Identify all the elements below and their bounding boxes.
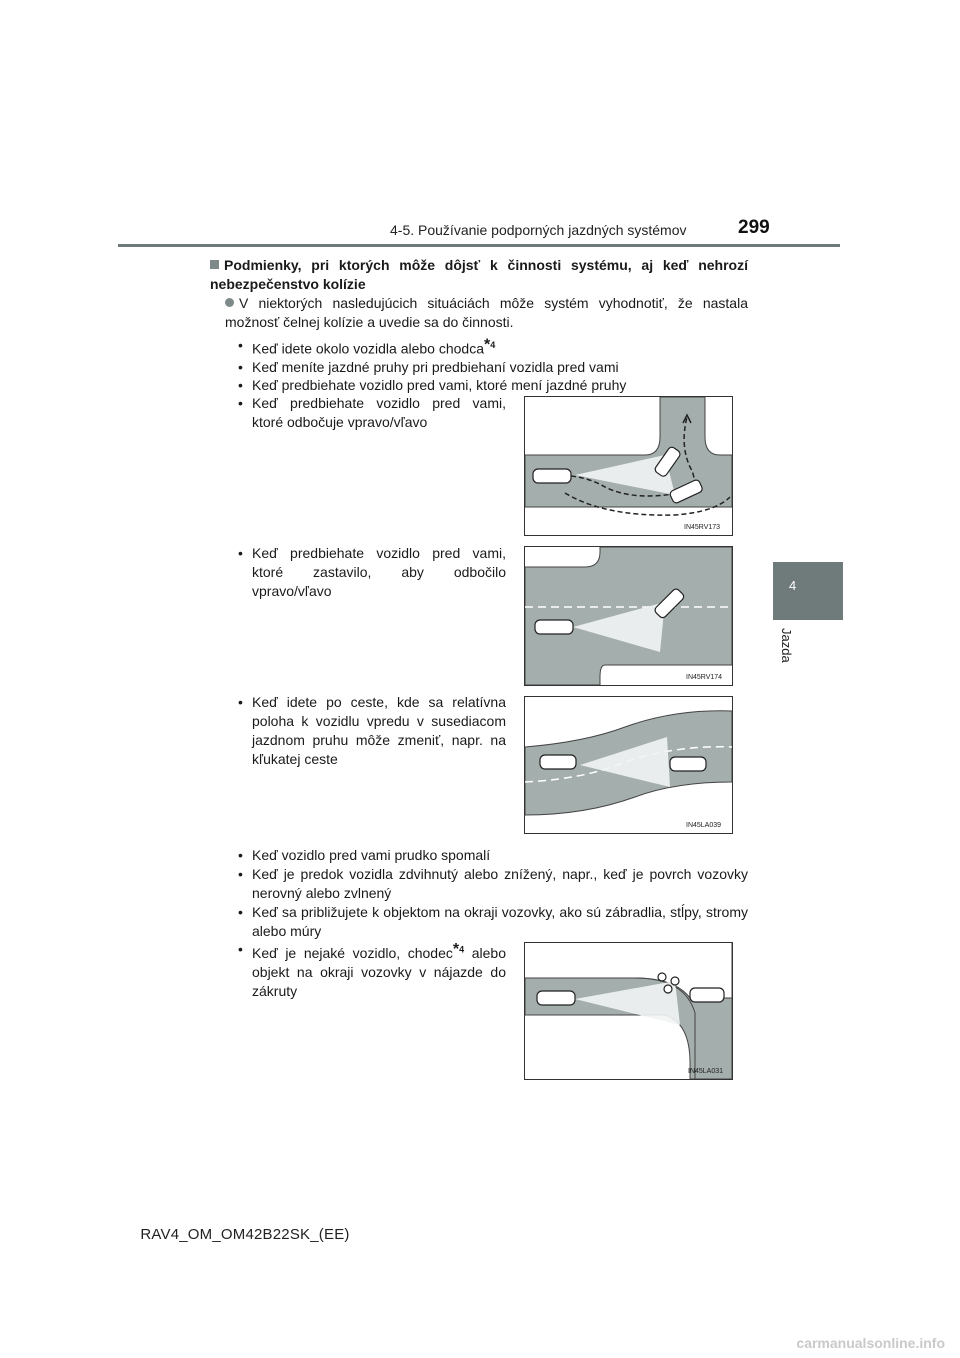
- chapter-tab: [773, 562, 843, 620]
- figure-3-illustration: [525, 697, 732, 833]
- figure-1-illustration: [525, 397, 732, 535]
- square-bullet-icon: [210, 260, 219, 269]
- figure-2-illustration: [525, 547, 732, 685]
- section-title: 4-5. Používanie podporných jazdných systémov: [390, 222, 687, 238]
- intro-text: V niektorých nasledujúcich situáciách môže systém vyhodnotiť, že nastala možnosť čelnej kolízie a uvedie sa do činnosti.: [225, 295, 748, 330]
- list-item: • Keď je predok vozidla zdvihnutý alebo znížený, napr., keď je povrch vozovky nerovný alebo zvlnený: [238, 865, 748, 903]
- figure-2: [524, 546, 733, 686]
- list-item: • Keď meníte jazdné pruhy pri predbiehaní vozidla pred vami: [238, 358, 748, 376]
- footnote-star: *: [452, 941, 460, 958]
- figure-2-caption: • Keď predbiehate vozidlo pred vami, ktoré zastavilo, aby odbočilo vpravo/vľavo: [238, 544, 506, 601]
- bullet-list-mid: [238, 846, 748, 941]
- watermark: carmanualsonline.info: [796, 1335, 945, 1351]
- figure-3-code: IN45LA039: [686, 822, 722, 829]
- section-heading: [210, 256, 748, 294]
- figure-3: [524, 696, 733, 834]
- chapter-label-text: Jazda: [779, 628, 794, 663]
- heading-text: Podmienky, pri ktorých môže dôjsť k činnosti systému, aj keď nehrozí nebezpečenstvo kolízie: [210, 257, 748, 292]
- footnote-star: *: [483, 336, 491, 354]
- figure-2-code: IN45RV174: [686, 674, 723, 681]
- figure-1-caption: • Keď predbiehate vozidlo pred vami, ktoré odbočuje vpravo/vľavo: [238, 394, 506, 432]
- figure-4-illustration: [525, 943, 732, 1079]
- figure-4: [524, 942, 733, 1080]
- header-rule: [118, 244, 840, 247]
- circle-bullet-icon: [225, 298, 234, 307]
- figure-3-caption: • Keď idete po ceste, kde sa relatívna poloha k vozidlu vpredu v susediacom jazdnom pruhu môže zmeniť, napr. na kľukatej ceste: [238, 693, 506, 769]
- list-item: • Keď sa približujete k objektom na okraji vozovky, ako sú zábradlia, stĺpy, stromy alebo múry: [238, 903, 748, 941]
- intro-paragraph: [225, 294, 748, 332]
- page-number: 299: [738, 217, 770, 238]
- figure-4-code: IN45LA031: [688, 1068, 724, 1075]
- figure-4-caption: • Keď je nejaké vozidlo, chodec*$^4$ alebo objekt na okraji vozovky v nájazde do zákruty: [238, 940, 506, 1001]
- figure-1-code: IN45RV173: [684, 524, 721, 531]
- chapter-number: 4: [789, 578, 797, 593]
- chapter-label: [776, 628, 806, 688]
- list-item: • Keď idete okolo vozidla alebo chodca*$^4$: [238, 336, 748, 358]
- bullet-list-top: [238, 336, 748, 394]
- figure-1: [524, 396, 733, 536]
- document-code: RAV4_OM_OM42B22SK_(EE): [140, 1226, 350, 1243]
- list-item: • Keď predbiehate vozidlo pred vami, ktoré mení jazdné pruhy: [238, 376, 748, 394]
- list-item: • Keď vozidlo pred vami prudko spomalí: [238, 846, 748, 865]
